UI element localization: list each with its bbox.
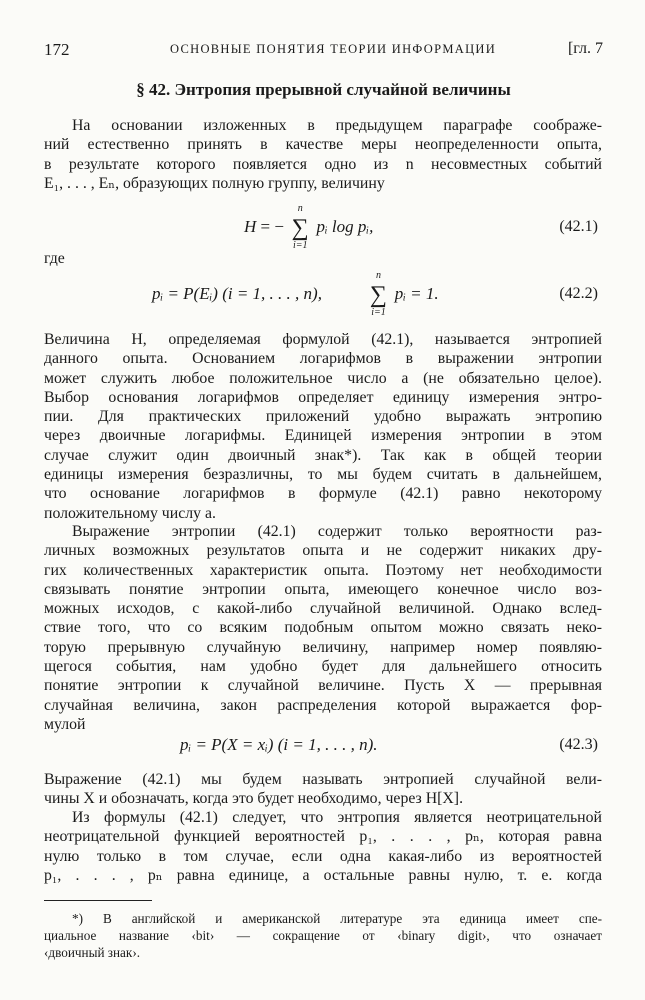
- text-line: щегося события, нам удобно будет для дальнейшего относить: [44, 658, 602, 676]
- text-line: пии. Для практических приложений удобно выражать энтропию: [44, 408, 602, 426]
- paragraph-3: [44, 522, 602, 734]
- text-line: мулой: [44, 715, 86, 733]
- equation-number: (42.3): [559, 736, 598, 753]
- running-head: [44, 40, 603, 62]
- equation-number: (42.2): [559, 285, 598, 302]
- summation-symbol: n ∑ i=1: [366, 283, 390, 307]
- text-line: ний естественно принять в качестве меры неопределенности опыта,: [44, 136, 602, 154]
- formula-sign: = −: [260, 216, 284, 236]
- summation-symbol: n ∑ i=1: [288, 216, 312, 240]
- text-line: Из формулы (42.1) следует, что энтропия является неотрицательной: [72, 809, 602, 826]
- where-label: где: [44, 250, 65, 267]
- sum-upper-limit: n: [375, 270, 381, 281]
- sum-lower-limit: i=1: [371, 307, 386, 318]
- text-line: случае служит один двоичный знак*). Так как в общей теории: [44, 446, 602, 464]
- text-line: может служить любое положительное число a (не обязательно целое).: [44, 369, 602, 387]
- text-line: торую прерывную случайную величину, например номер появляю-: [44, 638, 602, 656]
- text-line: единицы измерения безразличны, то мы будем считать в дальнейшем,: [44, 466, 602, 484]
- paragraph-5: [44, 808, 602, 885]
- section-title: § 42. Энтропия прерывной случайной величины: [136, 80, 511, 99]
- footnote-line: *) В английской и американской литературе эта единица имеет спе-: [72, 911, 602, 926]
- footnote: [44, 910, 602, 961]
- paragraph-1: [44, 116, 602, 193]
- equation-number: (42.1): [559, 218, 598, 235]
- text-line: связывать понятие энтропии опыта, имеющего конечное число воз-: [44, 580, 602, 598]
- page-number: 172: [44, 40, 70, 59]
- text-line: Величина H, определяемая формулой (42.1), называется энтропией: [44, 331, 602, 348]
- text-line: что основание логарифмов в формуле (42.1) равно некоторому: [44, 485, 602, 503]
- running-title: ОСНОВНЫЕ ПОНЯТИЯ ТЕОРИИ ИНФОРМАЦИИ: [170, 42, 497, 56]
- text-line: На основании изложенных в предыдущем параграфе соображе-: [72, 117, 602, 134]
- text-line: E₁, . . . , Eₙ, образующих полную группу, величину: [44, 174, 385, 192]
- formula-part-1: pᵢ = P(Eᵢ) (i = 1, . . . , n),: [152, 283, 322, 303]
- text-line: p₁, . . . , pₙ равна единице, а остальные равны нулю, т. е. когда: [44, 866, 602, 884]
- text-line: понятие энтропии к случайной величине. Пусть X — прерывная: [44, 677, 602, 695]
- formula-lhs: H: [244, 216, 257, 236]
- text-line: гих количественных характеристик опыта. Поэтому нет необходимости: [44, 561, 602, 579]
- text-line: чины X и обозначать, когда это будет необходимо, через H[X].: [44, 790, 464, 808]
- text-line: Выражение (42.1) мы будем называть энтропией случайной вели-: [44, 771, 602, 788]
- text-line: ствие того, что со всяким подобным опытом можно связать неко-: [44, 619, 602, 637]
- text-line: через двоичные логарифмы. Единицей измерения энтропии в этом: [44, 427, 602, 445]
- text-line: Выражение энтропии (42.1) содержит только вероятности раз-: [72, 523, 602, 540]
- text-line: неотрицательной функцией вероятностей p₁, . . . , pₙ, которая равна: [44, 828, 602, 846]
- footnote-rule: [44, 900, 152, 901]
- text-line: нулю только в том случае, если одна какая-либо из вероятностей: [44, 847, 602, 865]
- footnote-line: ‹двоичный знак›.: [44, 945, 141, 960]
- chapter-marker: [гл. 7: [567, 40, 603, 57]
- formula-42-3: [44, 730, 602, 762]
- formula-42-2: [44, 270, 602, 322]
- formula-part-2: pᵢ = 1.: [394, 283, 439, 303]
- text-line: положительному числу a.: [44, 504, 216, 522]
- text-line: личных возможных результатов опыта и не содержит никаких дру-: [44, 542, 602, 560]
- text-line: данного опыта. Основанием логарифмов в выражении энтропии: [44, 350, 602, 368]
- sum-upper-limit: n: [297, 203, 303, 214]
- text-line: Выбор основания логарифмов определяет единицу измерения энтро-: [44, 388, 602, 406]
- formula-42-1: [44, 204, 602, 256]
- footnote-line: циальное название ‹bit› — сокращение от ‹binary digit›, что означает: [44, 928, 602, 943]
- text-line: можных исходов, с какой-либо случайной величиной. Однако вслед-: [44, 600, 602, 618]
- formula-body: pᵢ log pᵢ,: [316, 216, 374, 236]
- text-line: случайная величина, закон распределения которой выражается фор-: [44, 696, 602, 714]
- text-line: в результате которого появляется одно из n несовместных событий: [44, 155, 602, 173]
- paragraph-2: [44, 330, 602, 523]
- sum-lower-limit: i=1: [292, 240, 308, 251]
- formula-body: pᵢ = P(X = xᵢ) (i = 1, . . . , n).: [180, 735, 378, 754]
- paragraph-4: [44, 770, 602, 809]
